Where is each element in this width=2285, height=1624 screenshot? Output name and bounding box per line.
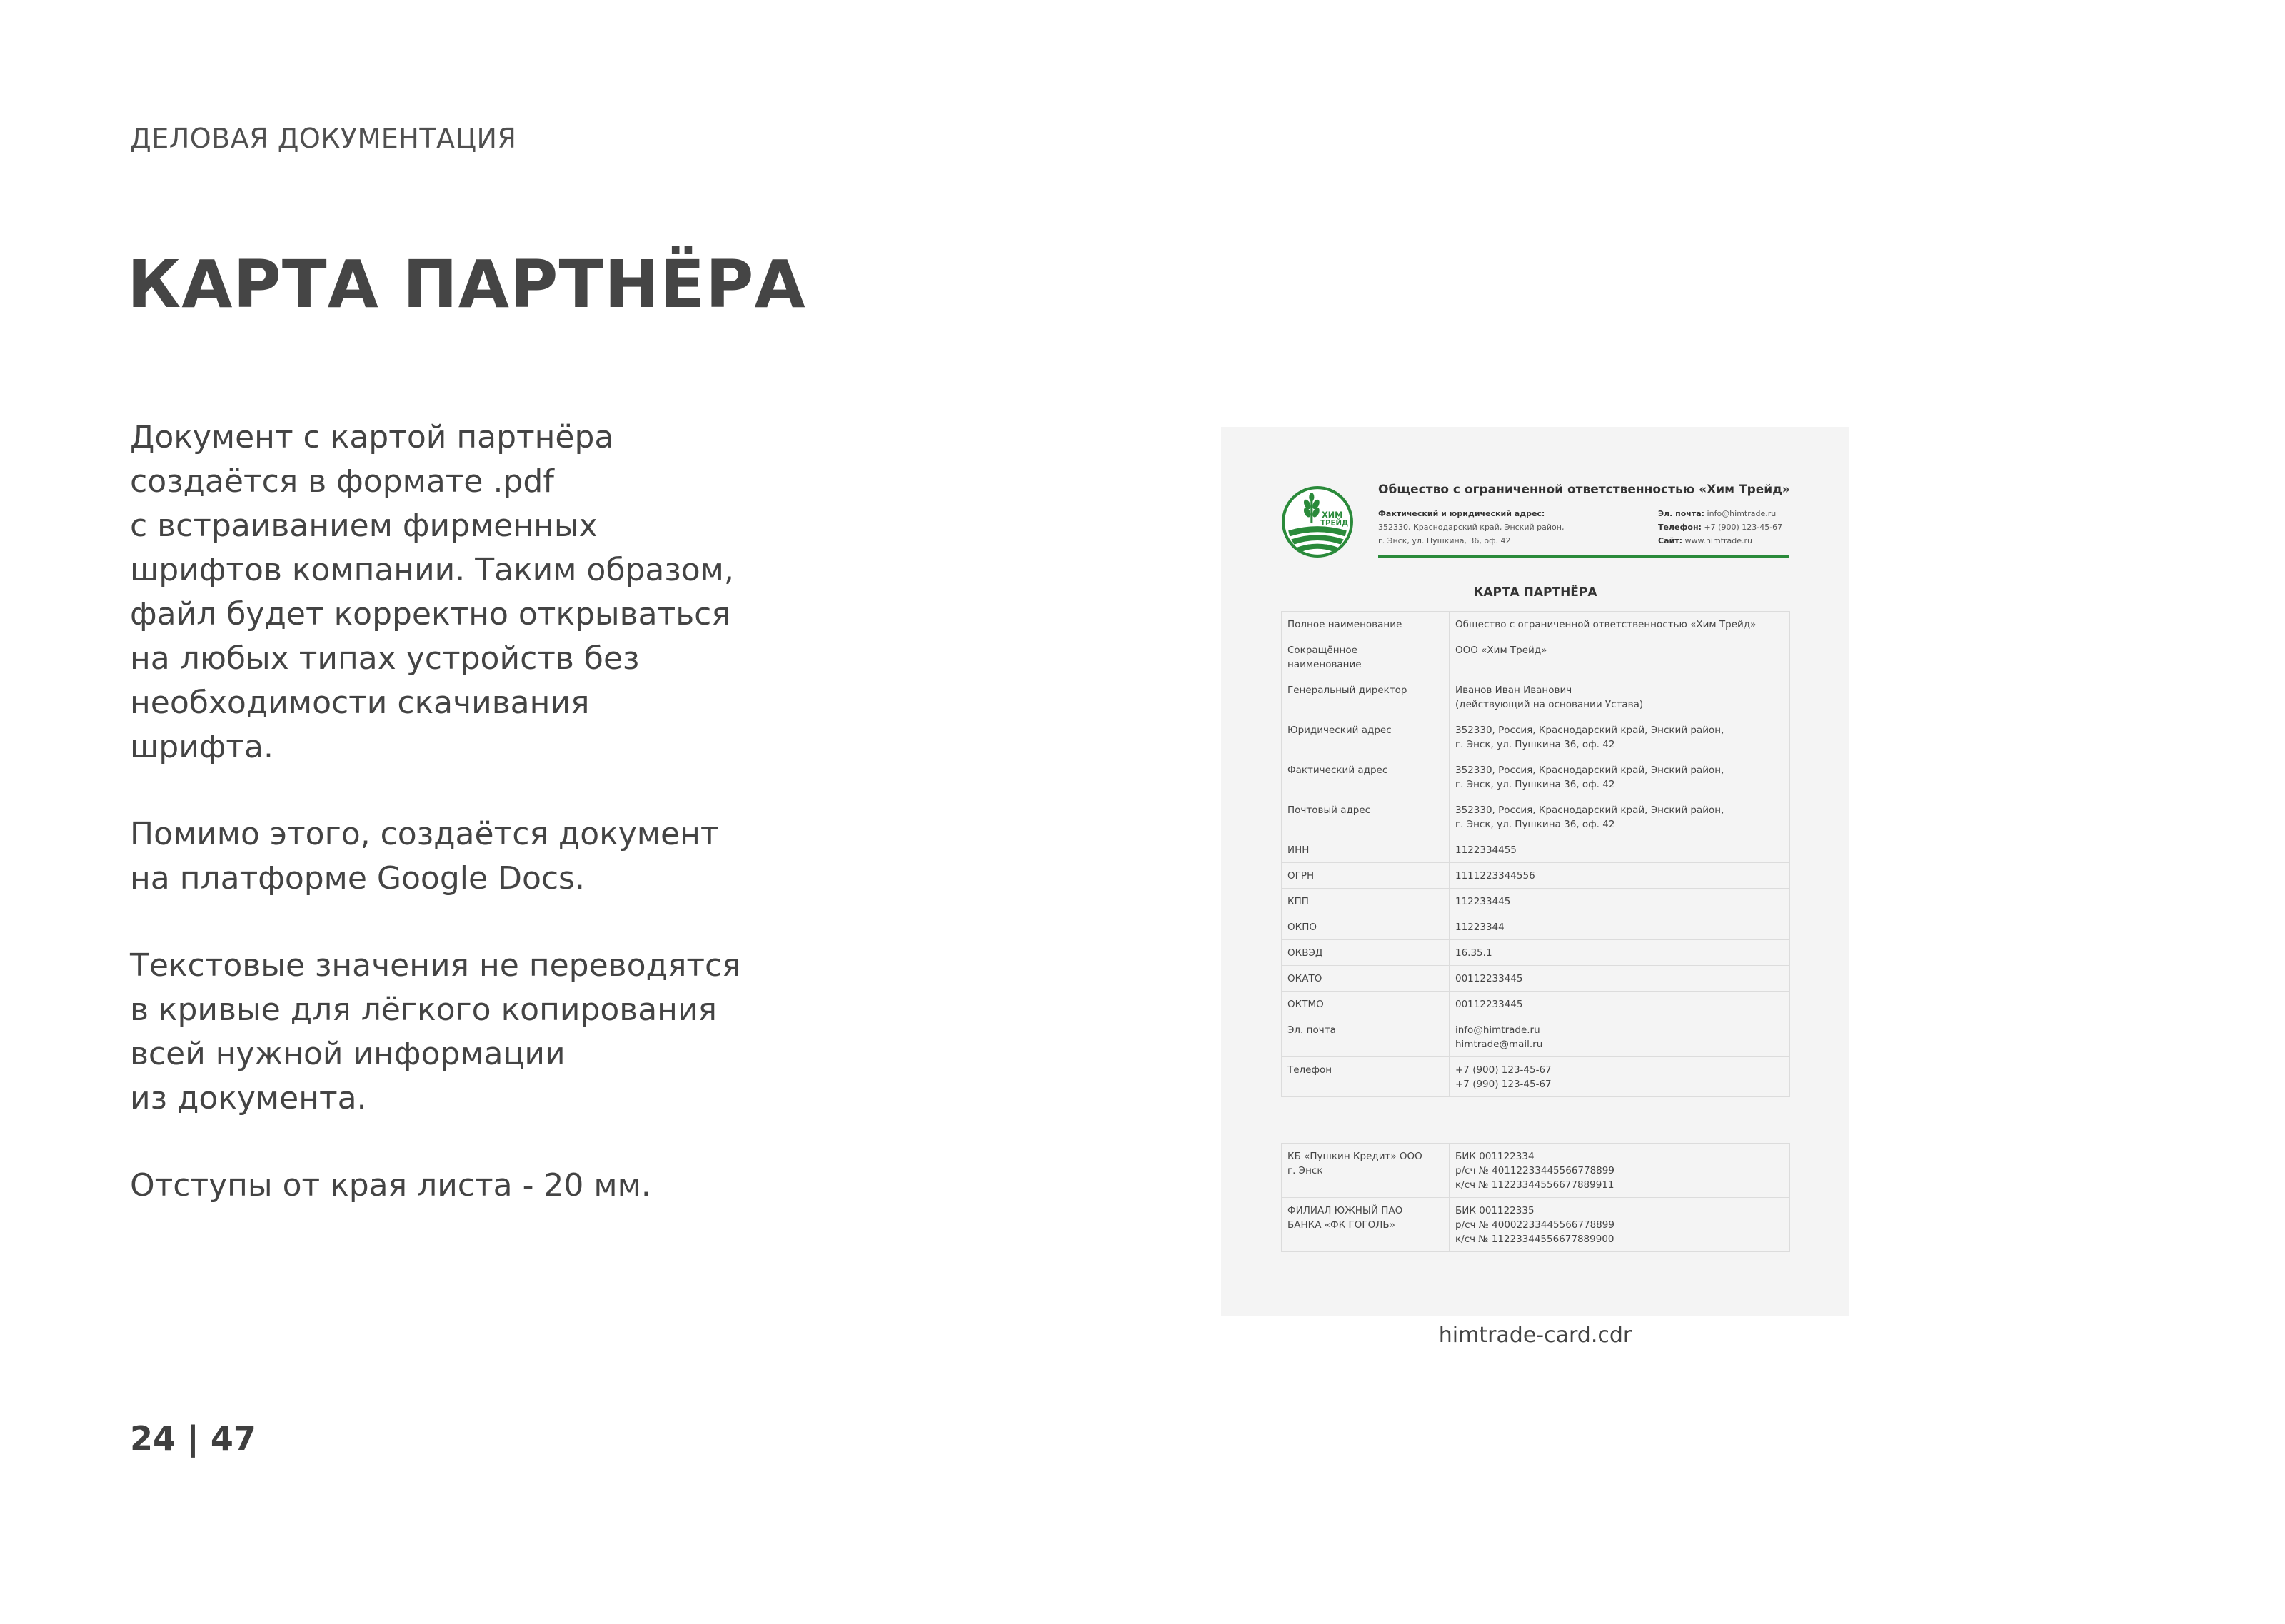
table-row <box>1282 797 1790 837</box>
header-divider <box>1378 555 1789 558</box>
row-value: БИК 001122335 р/сч № 40002233445566778899 к/сч № 11223344556677889900 <box>1450 1198 1790 1252</box>
table-row <box>1282 1017 1790 1057</box>
address-label: Фактический и юридический адрес: <box>1378 509 1545 518</box>
row-label: ОКТМО <box>1282 992 1450 1017</box>
email-label: Эл. почта: <box>1658 509 1705 518</box>
table-row <box>1282 677 1790 717</box>
table-row <box>1282 757 1790 797</box>
row-value: 16.35.1 <box>1450 940 1790 966</box>
row-value: 352330, Россия, Краснодарский край, Энский район, г. Энск, ул. Пушкина 36, оф. 42 <box>1450 797 1790 837</box>
row-value: Иванов Иван Иванович (действующий на основании Устава) <box>1450 677 1790 717</box>
phone-value: +7 (900) 123-45-67 <box>1704 523 1783 532</box>
row-value: info@himtrade.ru himtrade@mail.ru <box>1450 1017 1790 1057</box>
row-value: Общество с ограниченной ответственностью «Хим Трейд» <box>1450 612 1790 637</box>
row-value: +7 (900) 123-45-67 +7 (990) 123-45-67 <box>1450 1057 1790 1097</box>
table-row <box>1282 837 1790 863</box>
paragraph-copy-text: Текстовые значения не переводятся в кривые для лёгкого копирования всей нужной информации из документа. <box>130 947 741 1116</box>
row-value: БИК 001122334 р/сч № 40112233445566778899 к/сч № 11223344556677889911 <box>1450 1144 1790 1198</box>
row-label: КПП <box>1282 889 1450 914</box>
document-address <box>1378 507 1564 548</box>
table-row <box>1282 1198 1790 1252</box>
bank-details-table <box>1281 1143 1790 1252</box>
row-label: Генеральный директор <box>1282 677 1450 717</box>
row-value: 352330, Россия, Краснодарский край, Энский район, г. Энск, ул. Пушкина 36, оф. 42 <box>1450 757 1790 797</box>
row-value: 352330, Россия, Краснодарский край, Энский район, г. Энск, ул. Пушкина 36, оф. 42 <box>1450 717 1790 757</box>
site-value: www.himtrade.ru <box>1684 536 1753 545</box>
row-label: ИНН <box>1282 837 1450 863</box>
table-row <box>1282 717 1790 757</box>
row-label: Почтовый адрес <box>1282 797 1450 837</box>
svg-text:ТРЕЙД: ТРЕЙД <box>1320 520 1349 528</box>
table-row <box>1282 914 1790 940</box>
page-title: КАРТА ПАРТНЁРА <box>127 246 806 323</box>
paragraph-pdf: Документ с картой партнёра создаётся в формате .pdf с встраиванием фирменных шрифтов компании. Таким образом, файл будет корректно открываться на любых типах устройств без необходимости скачивания шрифта. <box>130 419 734 765</box>
row-value: 1111223344556 <box>1450 863 1790 889</box>
document-heading: КАРТА ПАРТНЁРА <box>1473 585 1597 600</box>
address-line-1: 352330, Краснодарский край, Энский район, <box>1378 523 1565 532</box>
row-label: Юридический адрес <box>1282 717 1450 757</box>
row-value: 1122334455 <box>1450 837 1790 863</box>
description-text <box>130 415 787 1251</box>
row-value: 00112233445 <box>1450 966 1790 992</box>
paragraph-google-docs: Помимо этого, создаётся документ на платформе Google Docs. <box>130 816 719 897</box>
row-label: Полное наименование <box>1282 612 1450 637</box>
table-row <box>1282 966 1790 992</box>
svg-text:ХИМ: ХИМ <box>1322 510 1343 520</box>
email-value: info@himtrade.ru <box>1707 509 1777 518</box>
table-row <box>1282 889 1790 914</box>
row-label: ОКАТО <box>1282 966 1450 992</box>
table-row <box>1282 1144 1790 1198</box>
page-number: 24 | 47 <box>130 1419 256 1458</box>
document-preview <box>1221 427 1849 1316</box>
document-company-name: Общество с ограниченной ответственностью «Хим Трейд» <box>1378 483 1790 497</box>
row-value: ООО «Хим Трейд» <box>1450 637 1790 677</box>
site-label: Сайт: <box>1658 536 1682 545</box>
table-row <box>1282 940 1790 966</box>
row-value: 11223344 <box>1450 914 1790 940</box>
partner-details-table <box>1281 611 1790 1097</box>
row-value: 00112233445 <box>1450 992 1790 1017</box>
table-row <box>1282 637 1790 677</box>
preview-filename: himtrade-card.cdr <box>1438 1323 1632 1348</box>
address-line-2: г. Энск, ул. Пушкина, 36, оф. 42 <box>1378 536 1511 545</box>
table-row <box>1282 612 1790 637</box>
company-logo-icon <box>1281 485 1354 558</box>
row-label: ОКВЭД <box>1282 940 1450 966</box>
document-contacts <box>1658 507 1782 548</box>
table-row <box>1282 863 1790 889</box>
row-label: Эл. почта <box>1282 1017 1450 1057</box>
section-label: ДЕЛОВАЯ ДОКУМЕНТАЦИЯ <box>130 123 517 154</box>
row-label: Телефон <box>1282 1057 1450 1097</box>
row-label: ФИЛИАЛ ЮЖНЫЙ ПАО БАНКА «ФК ГОГОЛЬ» <box>1282 1198 1450 1252</box>
row-value: 112233445 <box>1450 889 1790 914</box>
row-label: КБ «Пушкин Кредит» ООО г. Энск <box>1282 1144 1450 1198</box>
row-label: ОКПО <box>1282 914 1450 940</box>
row-label: Фактический адрес <box>1282 757 1450 797</box>
table-row <box>1282 1057 1790 1097</box>
table-row <box>1282 992 1790 1017</box>
paragraph-margins: Отступы от края листа - 20 мм. <box>130 1167 651 1204</box>
row-label: Сокращённое наименование <box>1282 637 1450 677</box>
phone-label: Телефон: <box>1658 523 1702 532</box>
row-label: ОГРН <box>1282 863 1450 889</box>
